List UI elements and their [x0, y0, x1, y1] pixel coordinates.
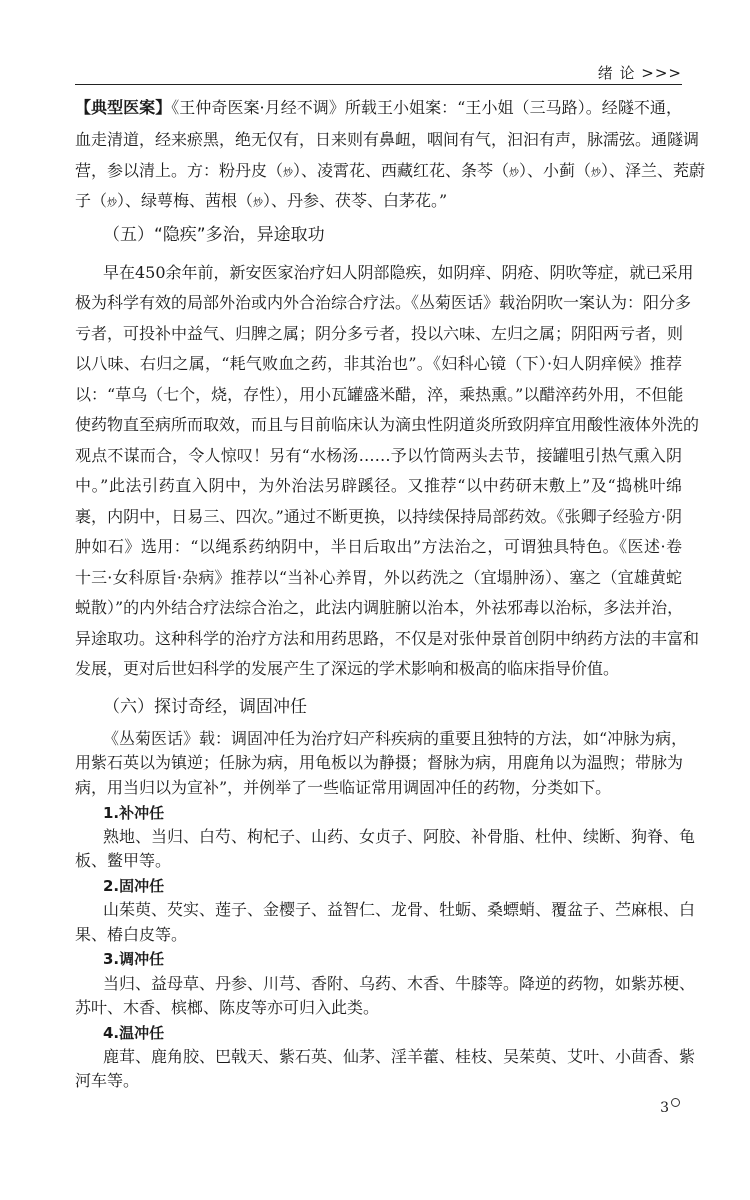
herb-list-line: 山茱萸、芡实、莲子、金樱子、益智仁、龙骨、牡蛎、桑螵蛸、覆盆子、苎麻根、白 [103, 900, 696, 920]
header-rule [75, 84, 682, 85]
subheading-tiao-chongren: 3.调冲任 [103, 950, 165, 969]
page-number: 3 [660, 1098, 680, 1116]
herb-list-line: 板、鳖甲等。 [75, 851, 172, 871]
herb-list-line: 苏叶、木香、槟榔、陈皮等亦可归入此类。 [75, 998, 380, 1018]
section-5-line: 亏者，可投补中益气、归脾之属；阴分多亏者，投以六味、左归之属；阴阳两亏者，则 [75, 324, 684, 343]
section-5-line: 中。”此法引药直入阴中，为外治法另辟蹊径。又推荐“以中药研末敷上”及“捣桃叶绵 [75, 476, 682, 495]
herb-list-line: 河车等。 [75, 1071, 140, 1091]
page-mark-icon [671, 1098, 680, 1107]
section-5-line: 肿如石》选用：“以绳系药纳阴中，半日后取出”方法治之，可谓独具特色。《医述·卷 [75, 537, 682, 556]
section-5-line: 观点不谋而合，令人惊叹！另有“水杨汤……予以竹筒两头去节，接罐咀引热气熏入阴 [75, 446, 682, 465]
section-5-line: 裹，内阴中，日易三、四次。”通过不断更换，以持续保持局部药效。《张卿子经验方·阴 [75, 507, 682, 526]
section-5-line: 十三·女科原旨·杂病》推荐以“当补心养胃，外以药洗之（宜塌肿汤）、塞之（宜雄黄蛇 [75, 568, 682, 587]
herb-list-line: 当归、益母草、丹参、川芎、香附、乌药、木香、牛膝等。降逆的药物，如紫苏梗、 [103, 973, 696, 993]
herb-list-line: 果、椿白皮等。 [75, 924, 188, 944]
section-5-line: 使药物直至病所而取效，而且与目前临床认为滴虫性阴道炎所致阴痒宜用酸性液体外洗的 [75, 415, 700, 434]
section-5-line: 以八味、右归之属，“耗气败血之药，非其治也”。《妇科心镜（下）·妇人阴痒候》推荐 [75, 354, 682, 373]
section-5-line: 极为科学有效的局部外治或内外合治综合疗法。《丛菊医话》载治阴吹一案认为：阳分多 [75, 293, 692, 312]
section-5-line: 发展，更对后世妇科学的发展产生了深远的学术影响和极高的临床指导价值。 [75, 659, 620, 678]
section-6-intro-line: 病，用当归以为宣补”，并例举了一些临证常用调固冲任的药物，分类如下。 [75, 777, 612, 797]
section-6-intro-line: 用紫石英以为镇逆；任脉为病，用龟板以为静摄；督脉为病，用鹿角以为温煦；带脉为 [75, 752, 684, 772]
section-5-heading: （五）“隐疾”多治，异途取功 [103, 225, 325, 245]
case-label: 【典型医案】 [75, 98, 172, 117]
subheading-gu-chongren: 2.固冲任 [103, 877, 165, 896]
section-5-line: 早在450余年前，新安医家治疗妇人阴部隐疾，如阴痒、阴疮、阴吹等症，就已采用 [103, 263, 694, 282]
subheading-wen-chongren: 4.温冲任 [103, 1023, 165, 1042]
section-6-heading: （六）探讨奇经，调固冲任 [103, 697, 307, 718]
herb-list-line: 鹿茸、鹿角胶、巴戟天、紫石英、仙茅、淫羊藿、桂枝、吴茱萸、艾叶、小茴香、紫 [103, 1047, 696, 1067]
section-6-intro-line: 《丛菊医话》载：调固冲任为治疗妇产科疾病的重要且独特的方法，如“冲脉为病， [103, 728, 688, 748]
subheading-bu-chongren: 1.补冲任 [103, 803, 165, 822]
section-5-line: 蜕散）”的内外结合疗法综合治之，此法内调脏腑以治本，外祛邪毒以治标，多法并治， [75, 598, 684, 617]
case-line-3: 营，参以清上。方：粉丹皮（炒）、凌霄花、西藏红花、条芩（炒）、小蓟（炒）、泽兰、茺蔚 [75, 161, 706, 180]
case-line-1: 【典型医案】《王仲奇医案·月经不调》所载王小姐案：“王小姐（三马路）。经隧不通， [75, 98, 682, 117]
section-5-line: 异途取功。这种科学的治疗方法和用药思路，不仅是对张仲景首创阴中纳药方法的丰富和 [75, 629, 700, 648]
case-line-4: 子（炒）、绿萼梅、茜根（炒）、丹参、茯苓、白茅花。” [75, 191, 448, 210]
case-line-2: 血走清道，经来瘀黑，绝无仅有，日来则有鼻衄，咽间有气，汩汩有声，脉濡弦。通隧调 [75, 130, 700, 149]
section-5-line: 以：“草乌（七个，烧，存性），用小瓦罐盛米醋，淬，乘热熏。”以醋淬药外用，不但能 [75, 385, 684, 404]
herb-list-line: 熟地、当归、白芍、枸杞子、山药、女贞子、阿胶、补骨脂、杜仲、续断、狗脊、龟 [103, 827, 696, 847]
running-header: 绪 论 >>> [597, 64, 682, 82]
